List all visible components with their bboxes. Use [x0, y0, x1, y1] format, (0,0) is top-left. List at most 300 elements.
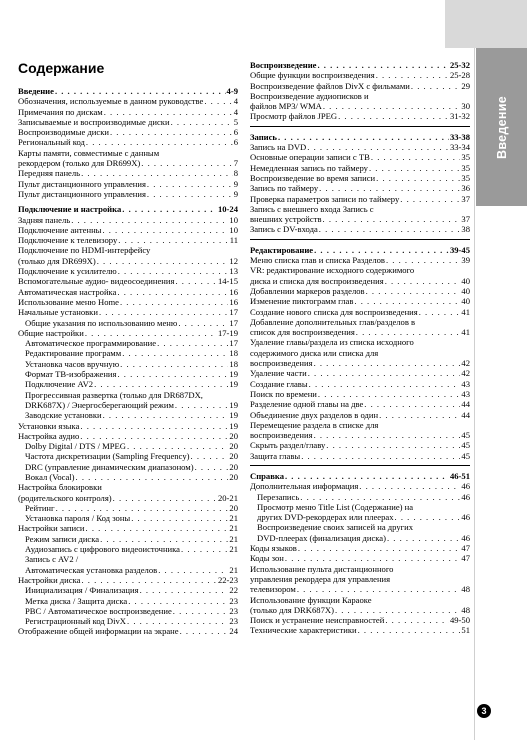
dot-leader	[366, 286, 461, 296]
toc-entry-title: Перезапись	[257, 491, 300, 502]
toc-entry[interactable]	[250, 595, 470, 605]
toc-entry[interactable]	[18, 215, 238, 225]
toc-entry[interactable]	[18, 544, 238, 554]
toc-entry-title: Редактирование программ	[25, 348, 122, 359]
toc-entry[interactable]	[250, 296, 470, 306]
dot-leader	[359, 481, 460, 491]
dot-leader	[80, 421, 228, 431]
toc-entry[interactable]	[250, 502, 470, 512]
toc-entry[interactable]	[250, 81, 470, 91]
toc-page-ref: 13	[229, 266, 238, 277]
toc-page-ref: 4	[233, 96, 238, 107]
toc-page-ref: 35	[461, 152, 470, 163]
toc-entry-title: (только для DRK687X)	[250, 604, 334, 615]
dot-leader	[376, 70, 449, 80]
dot-leader	[131, 513, 228, 523]
dot-leader	[175, 400, 229, 410]
toc-entry-title: Запись с AV2 /	[25, 554, 79, 565]
dot-leader	[118, 266, 229, 276]
toc-entry-title: VR: редактирование исходного содержимого	[250, 265, 415, 276]
dot-leader	[354, 296, 460, 306]
toc-entry[interactable]	[18, 225, 238, 235]
toc-page-ref: 46	[461, 491, 470, 502]
toc-entry-title: Добавлении маркеров разделов	[250, 285, 365, 296]
toc-entry[interactable]	[250, 183, 470, 193]
dot-leader	[323, 101, 461, 111]
dot-leader	[314, 358, 461, 368]
toc-entry[interactable]	[18, 287, 238, 297]
toc-entry[interactable]	[250, 317, 470, 327]
toc-entry[interactable]	[250, 327, 470, 337]
toc-page-ref: 20	[229, 461, 238, 472]
toc-entry[interactable]	[18, 523, 238, 533]
toc-page-ref: 37	[461, 214, 470, 225]
section-divider	[250, 239, 470, 240]
toc-entry-title: DVD-плеерах (финализация диска)	[257, 532, 386, 543]
toc-entry[interactable]	[250, 379, 470, 389]
toc-entry-title: Автоматическая настройка	[18, 286, 117, 297]
dot-leader	[358, 625, 461, 635]
toc-page-ref: 16	[229, 286, 238, 297]
dot-leader	[308, 368, 461, 378]
toc-entry[interactable]	[18, 245, 238, 255]
dot-leader	[81, 575, 216, 585]
toc-entry-title: Использование меню Home	[18, 296, 119, 307]
toc-entry[interactable]	[250, 204, 470, 214]
toc-page-ref: 9	[233, 188, 238, 199]
toc-entry-title: файлов MP3/ WMA	[250, 101, 322, 112]
dot-leader	[419, 307, 461, 317]
dot-leader	[104, 107, 233, 117]
toc-entry[interactable]	[18, 256, 238, 266]
dot-leader	[385, 615, 449, 625]
toc-entry[interactable]	[18, 338, 238, 348]
toc-entry[interactable]	[18, 575, 238, 585]
toc-page-ref: 31-32	[449, 111, 470, 122]
dot-leader	[86, 137, 233, 147]
toc-entry-title: Отображение общей информации на экране	[18, 626, 179, 637]
toc-entry-title: Запись по таймеру	[250, 183, 319, 194]
toc-entry[interactable]	[18, 276, 238, 286]
toc-entry[interactable]	[18, 235, 238, 245]
toc-page-ref: 43	[461, 378, 470, 389]
toc-entry-title: Частота дискретизации (Sampling Frequency)	[25, 451, 190, 462]
header-band	[0, 0, 445, 48]
toc-entry[interactable]	[250, 615, 470, 625]
toc-entry[interactable]	[250, 584, 470, 594]
toc-section-heading[interactable]	[250, 245, 470, 255]
dot-leader	[86, 523, 229, 533]
dot-leader	[110, 127, 233, 137]
toc-entry[interactable]	[18, 348, 238, 358]
toc-page-ref: 21	[229, 533, 238, 544]
dot-leader	[400, 194, 460, 204]
toc-entry-title: Запись с DV-входа	[250, 224, 318, 235]
toc-page-ref: 10	[229, 214, 238, 225]
dot-leader	[371, 152, 461, 162]
dot-leader	[411, 81, 461, 91]
dot-leader	[318, 389, 461, 399]
toc-entry-title: список для воспроизведения	[250, 327, 355, 338]
dot-leader	[120, 297, 228, 307]
toc-entry-title: Введение	[18, 86, 54, 96]
dot-leader	[158, 565, 228, 575]
toc-entry[interactable]	[18, 107, 238, 117]
section-divider	[250, 465, 470, 466]
toc-entry[interactable]	[18, 379, 238, 389]
toc-entry-title: Запись на DVD	[250, 142, 307, 153]
toc-entry[interactable]	[250, 255, 470, 265]
toc-entry-title: Добавление дополнительных глав/разделов в	[250, 316, 416, 327]
toc-entry-title: Подключение антенны	[18, 224, 102, 235]
toc-page-ref: 4	[233, 106, 238, 117]
toc-page-ref: 40	[461, 296, 470, 307]
toc-entry[interactable]	[250, 492, 470, 502]
dot-leader	[141, 158, 232, 168]
toc-page-ref: 30	[461, 101, 470, 112]
toc-entry-title: Защита главы	[250, 450, 301, 461]
dot-leader	[297, 584, 461, 594]
toc-entry[interactable]	[250, 276, 470, 286]
dot-leader	[140, 585, 229, 595]
dot-leader	[118, 369, 229, 379]
toc-entry[interactable]	[18, 441, 238, 451]
toc-entry[interactable]	[18, 390, 238, 400]
toc-entry[interactable]	[250, 451, 470, 461]
toc-entry-title: воспроизведения	[250, 430, 313, 441]
toc-page-ref: 20	[229, 471, 238, 482]
dot-leader	[100, 534, 228, 544]
toc-page-ref: 42	[461, 368, 470, 379]
toc-entry[interactable]	[18, 400, 238, 410]
toc-entry[interactable]	[250, 173, 470, 183]
toc-page-ref: 46-51	[449, 470, 470, 481]
toc-entry-title: Подключение по HDMI-интерфейсу	[18, 245, 151, 256]
toc-page-ref: 21	[229, 544, 238, 555]
toc-page-ref: 46	[461, 481, 470, 492]
toc-entry-title: Разделение одной главы на две	[250, 399, 364, 410]
toc-entry[interactable]	[18, 359, 238, 369]
toc-entry[interactable]	[250, 410, 470, 420]
toc-entry[interactable]	[18, 168, 238, 178]
toc-entry-title: Скрыть раздел/главу	[250, 440, 326, 451]
toc-entry[interactable]	[18, 585, 238, 595]
toc-entry[interactable]	[18, 266, 238, 276]
toc-entry[interactable]	[18, 410, 238, 420]
toc-entry-title: Подключение и настройка	[18, 204, 122, 215]
toc-entry-title: Dolby Digital / DTS / MPEG	[25, 441, 126, 452]
toc-entry[interactable]	[250, 625, 470, 635]
toc-page-ref: 33-38	[449, 131, 470, 142]
toc-entry[interactable]	[250, 440, 470, 450]
toc-entry-title: телевизором	[250, 584, 296, 595]
dot-leader	[147, 179, 233, 189]
toc-left-column	[18, 86, 238, 637]
toc-entry[interactable]	[18, 513, 238, 523]
dot-leader	[364, 399, 460, 409]
toc-page-ref: 17	[229, 338, 238, 349]
toc-section-heading[interactable]	[18, 86, 238, 96]
dot-leader	[318, 60, 449, 70]
toc-entry-title: Заводские установки	[25, 410, 102, 421]
toc-entry[interactable]	[250, 307, 470, 317]
toc-entry[interactable]	[250, 101, 470, 111]
toc-entry[interactable]	[18, 117, 238, 127]
toc-page-ref: 39-45	[449, 244, 470, 255]
section-tab	[476, 48, 527, 206]
toc-entry-title: Перемещение раздела в списке для	[250, 419, 379, 430]
toc-page-ref: 43	[461, 388, 470, 399]
toc-entry-title: Установка часов вручную	[25, 358, 120, 369]
toc-entry[interactable]	[250, 420, 470, 430]
toc-page-ref: 41	[461, 306, 470, 317]
dot-leader	[122, 348, 228, 358]
toc-page-ref: 6	[233, 137, 238, 148]
dot-leader	[113, 493, 217, 503]
toc-entry[interactable]	[18, 96, 238, 106]
toc-entry[interactable]	[18, 554, 238, 564]
toc-page-ref: 17	[229, 317, 238, 328]
toc-entry[interactable]	[18, 616, 238, 626]
dot-leader	[157, 338, 228, 348]
toc-entry[interactable]	[18, 596, 238, 606]
toc-entry[interactable]	[18, 626, 238, 636]
toc-entry-title: Рейтинг	[25, 502, 55, 513]
toc-entry-title: Воспроизведение своих записей на других	[257, 522, 414, 533]
toc-entry[interactable]	[18, 431, 238, 441]
toc-page-ref: 41	[461, 327, 470, 338]
toc-entry[interactable]	[250, 512, 470, 522]
section-divider	[250, 126, 470, 127]
toc-page-ref: 20	[229, 451, 238, 462]
toc-entry[interactable]	[250, 368, 470, 378]
toc-entry[interactable]	[250, 358, 470, 368]
toc-entry[interactable]	[18, 369, 238, 379]
toc-entry-title: Вокал (Vocal)	[25, 471, 75, 482]
toc-entry[interactable]	[250, 142, 470, 152]
toc-page-ref: 5	[233, 116, 238, 127]
dot-leader	[307, 142, 449, 152]
toc-entry[interactable]	[250, 337, 470, 347]
toc-entry[interactable]	[250, 194, 470, 204]
toc-entry[interactable]	[18, 503, 238, 513]
toc-entry-title: Основные операции записи с ТВ	[250, 152, 370, 163]
toc-entry-title: воспроизведения	[250, 358, 313, 369]
toc-entry[interactable]	[18, 328, 238, 338]
toc-page-ref: 24	[229, 626, 238, 637]
dot-leader	[338, 111, 449, 121]
toc-entry-title: Формат ТВ-изображения	[25, 369, 117, 380]
toc-entry[interactable]	[18, 179, 238, 189]
toc-page-ref: 23	[229, 605, 238, 616]
toc-entry-title: Автоматическая установка разделов	[25, 564, 158, 575]
dot-leader	[85, 328, 217, 338]
toc-entry[interactable]	[18, 421, 238, 431]
dot-leader	[285, 553, 461, 563]
toc-entry-title: Автоматическое программирование	[25, 338, 157, 349]
toc-entry[interactable]	[250, 564, 470, 574]
toc-page-ref: 9	[233, 178, 238, 189]
dot-leader	[195, 462, 229, 472]
toc-page-ref: 35	[461, 162, 470, 173]
toc-entry[interactable]	[18, 493, 238, 503]
toc-page-ref: 12	[229, 255, 238, 266]
toc-entry-title: диска и списка для воспроизведения	[250, 275, 384, 286]
toc-entry[interactable]	[18, 318, 238, 328]
dot-leader	[103, 410, 229, 420]
dot-leader	[278, 132, 449, 142]
toc-section-heading[interactable]	[250, 471, 470, 481]
page-number: 3	[477, 704, 491, 718]
toc-page-ref: 35	[461, 172, 470, 183]
toc-page-ref: 16	[229, 296, 238, 307]
toc-entry[interactable]	[18, 565, 238, 575]
toc-entry[interactable]	[18, 606, 238, 616]
toc-entry-title: Метка диска / Защита диска	[25, 595, 128, 606]
dot-leader	[387, 533, 460, 543]
toc-entry-title: Настройки диска	[18, 574, 81, 585]
toc-page-ref: 33-34	[449, 142, 470, 153]
toc-entry-title: Поиск и устранение неисправностей	[250, 615, 385, 626]
toc-entry[interactable]	[250, 574, 470, 584]
toc-entry-title: Изменение пиктограмм глав	[250, 296, 354, 307]
toc-entry[interactable]	[250, 430, 470, 440]
toc-entry[interactable]	[250, 163, 470, 173]
toc-entry-title: других DVD-рекордерах или плеерах	[257, 512, 394, 523]
toc-entry[interactable]	[250, 553, 470, 563]
toc-entry-title: содержимого диска или списка для	[250, 347, 379, 358]
toc-entry-title: Создание нового списка для воспроизведения	[250, 306, 418, 317]
toc-entry-title: Установки языка	[18, 420, 80, 431]
toc-entry-title: Подключение к телевизору	[18, 235, 118, 246]
toc-entry-title: Объединение двух разделов в один	[250, 409, 379, 420]
dot-leader	[181, 544, 228, 554]
toc-entry-title: Коды языков	[250, 543, 297, 554]
toc-entry[interactable]	[18, 482, 238, 492]
toc-entry[interactable]	[250, 348, 470, 358]
toc-section-heading[interactable]	[250, 60, 470, 70]
dot-leader	[204, 96, 232, 106]
toc-entry[interactable]	[250, 399, 470, 409]
toc-entry[interactable]	[250, 111, 470, 121]
toc-entry[interactable]	[250, 481, 470, 491]
dot-leader	[385, 276, 461, 286]
toc-entry[interactable]	[18, 127, 238, 137]
toc-page-ref: 44	[461, 399, 470, 410]
toc-entry-title: Коды зон	[250, 553, 284, 564]
toc-page-ref: 4-9	[226, 86, 238, 96]
toc-page-ref: 17	[229, 307, 238, 318]
page-title: Содержание	[18, 60, 105, 76]
toc-entry[interactable]	[250, 389, 470, 399]
toc-entry-title: Воспроизведение	[250, 60, 317, 70]
dot-leader	[376, 173, 460, 183]
toc-entry-title: Аудиозапись с цифрового видеоисточника	[25, 544, 181, 555]
toc-entry-title: Пульт дистанционного управления	[18, 188, 146, 199]
toc-section-heading[interactable]	[18, 204, 238, 214]
toc-page-ref: 37	[461, 193, 470, 204]
toc-page-ref: 20-21	[217, 492, 238, 503]
toc-entry[interactable]	[250, 522, 470, 532]
toc-entry[interactable]	[250, 224, 470, 234]
toc-entry[interactable]	[250, 265, 470, 275]
toc-entry-title: Записываемые и воспроизводимые диски	[18, 116, 170, 127]
dot-leader	[122, 204, 217, 214]
toc-page-ref: 19	[229, 369, 238, 380]
toc-entry[interactable]	[18, 158, 238, 168]
toc-entry[interactable]	[18, 189, 238, 199]
toc-page-ref: 23	[229, 595, 238, 606]
toc-entry[interactable]	[250, 214, 470, 224]
toc-entry-title: Справка	[250, 470, 284, 481]
corner-block	[445, 0, 527, 48]
toc-entry-title: (родительского контроля)	[18, 492, 112, 503]
toc-entry[interactable]	[18, 148, 238, 158]
toc-entry[interactable]	[18, 307, 238, 317]
toc-entry-title: Использование функции Караоке	[250, 594, 372, 605]
toc-page-ref: 8	[233, 168, 238, 179]
dot-leader	[319, 224, 461, 234]
toc-entry[interactable]	[250, 152, 470, 162]
toc-page-ref: 44	[461, 409, 470, 420]
toc-entry[interactable]	[250, 286, 470, 296]
toc-page-ref: 36	[461, 183, 470, 194]
toc-entry-title: Вспомогательные аудио- видеосоединения	[18, 276, 175, 287]
toc-entry-title: Запись с внешнего входа Запись с	[250, 203, 374, 214]
toc-page-ref: 29	[461, 80, 470, 91]
toc-entry-title: Воспроизводимые диски	[18, 127, 109, 138]
toc-page-ref: 45	[461, 430, 470, 441]
toc-entry-title: Подключение к усилителю	[18, 266, 117, 277]
toc-entry[interactable]	[250, 91, 470, 101]
toc-entry-title: Настройки записи	[18, 523, 85, 534]
toc-page-ref: 22	[229, 585, 238, 596]
toc-page-ref: 21	[229, 564, 238, 575]
dot-leader	[386, 255, 460, 265]
toc-entry[interactable]	[250, 605, 470, 615]
toc-page-ref: 10-24	[217, 204, 238, 215]
toc-page-ref: 48	[461, 584, 470, 595]
toc-page-ref: 19	[229, 410, 238, 421]
toc-section-heading[interactable]	[250, 132, 470, 142]
toc-page-ref: 11	[229, 235, 238, 246]
toc-entry[interactable]	[18, 462, 238, 472]
toc-entry[interactable]	[18, 137, 238, 147]
toc-entry[interactable]	[250, 543, 470, 553]
toc-page-ref: 47	[461, 543, 470, 554]
toc-entry[interactable]	[18, 451, 238, 461]
toc-entry[interactable]	[18, 472, 238, 482]
dot-leader	[395, 512, 461, 522]
toc-page-ref: 45	[461, 440, 470, 451]
toc-entry-title: Воспроизведение аудиописков и	[250, 90, 369, 101]
toc-entry-title: Просмотр меню Title List (Содержание) на	[257, 501, 414, 512]
toc-entry[interactable]	[250, 70, 470, 80]
dot-leader	[178, 318, 228, 328]
toc-entry-title: Регистрационный код DivX	[25, 616, 127, 627]
toc-page-ref: 10	[229, 224, 238, 235]
toc-entry[interactable]	[250, 533, 470, 543]
dot-leader	[309, 379, 461, 389]
dot-leader	[314, 245, 449, 255]
toc-page-ref: 14-15	[217, 276, 238, 287]
toc-entry[interactable]	[18, 297, 238, 307]
toc-page-ref: 20	[229, 441, 238, 452]
toc-entry-title: PBC / Автоматическое воспроизведение	[25, 605, 172, 616]
dot-leader	[323, 214, 461, 224]
toc-entry-title: Удаление главы/раздела из списка исходного	[250, 337, 414, 348]
toc-entry[interactable]	[18, 534, 238, 544]
